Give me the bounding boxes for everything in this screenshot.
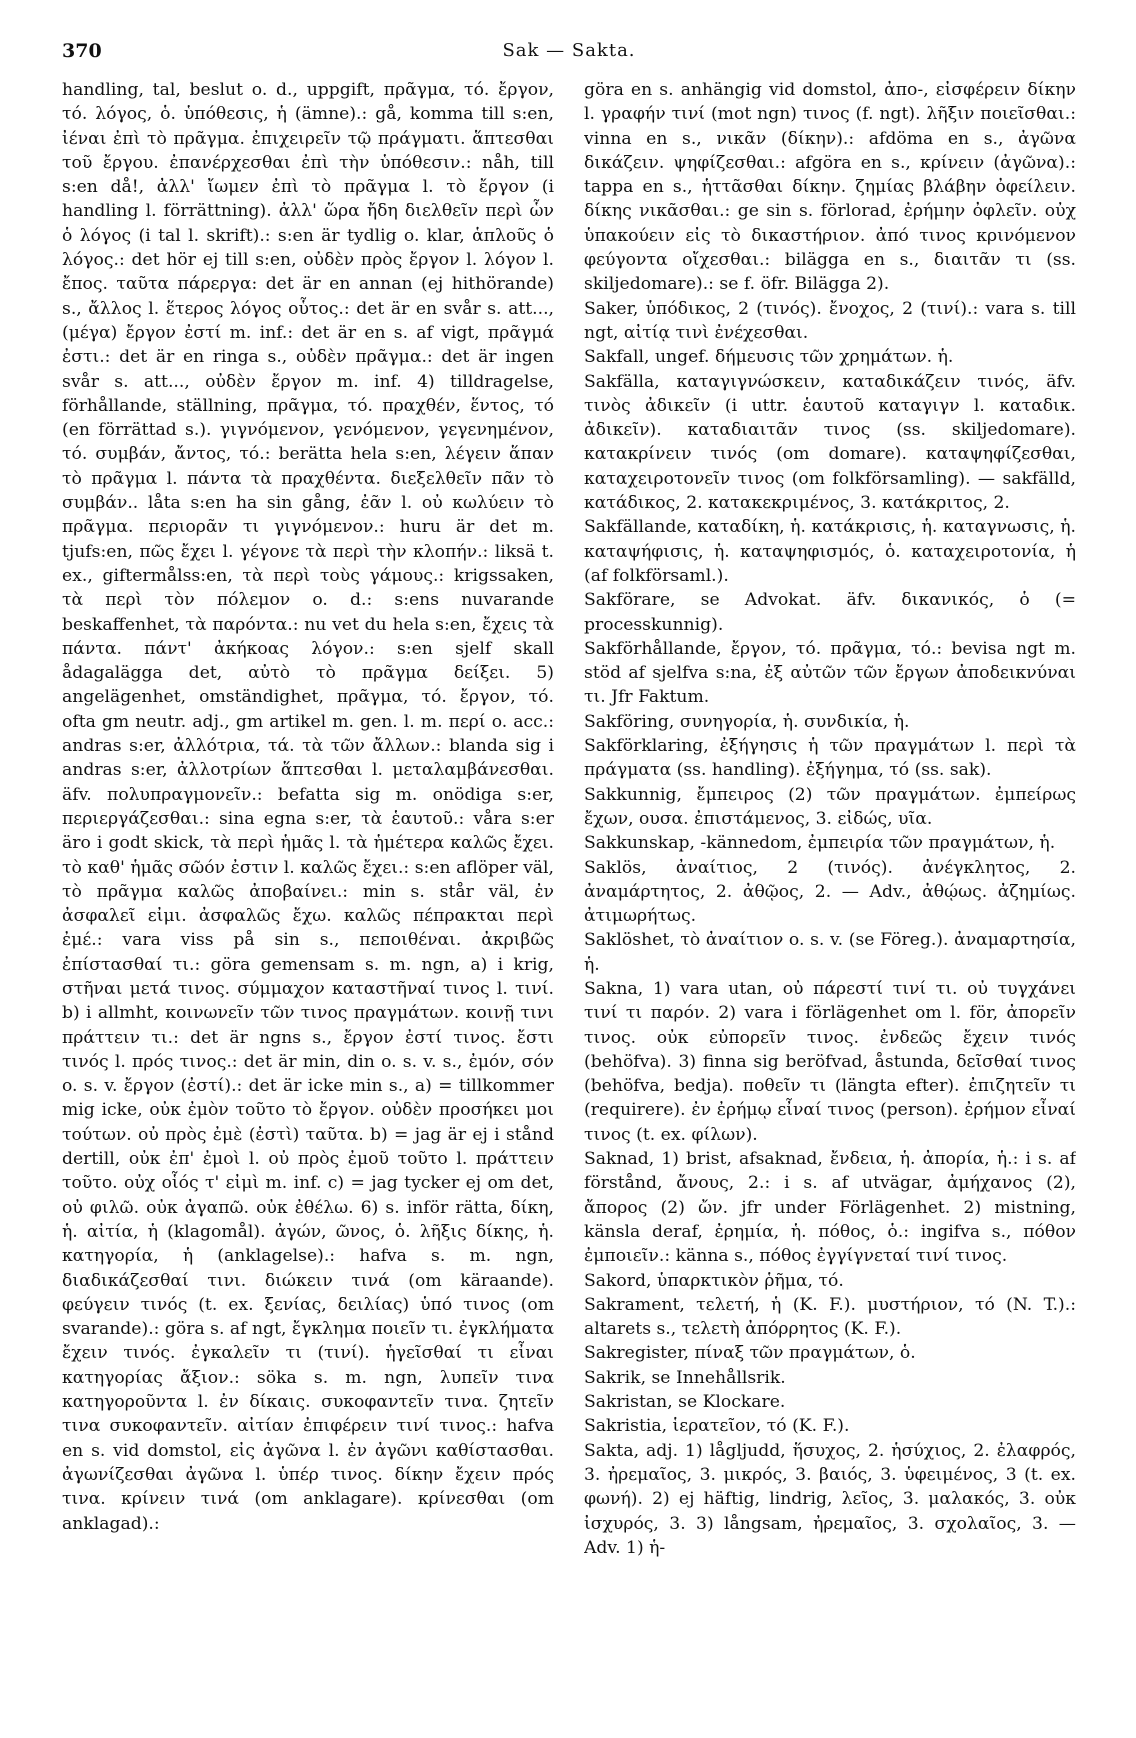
left-column <box>62 78 554 1708</box>
right-column <box>584 78 1076 1708</box>
right-column-entry: Sakkunnig, ἔμπειρος (2) τῶν πραγμάτων. ἐμπείρως ἔχων, ουσα. ἐπιστάμενος, 3. εἰδώς, υῖα. <box>584 784 1076 829</box>
right-column-entry: Sakord, ὑπαρκτικὸν ῥῆμα, τό. <box>584 1270 844 1291</box>
page-number: 370 <box>62 40 102 62</box>
right-column-entry: Sakristia, ἱερατεῖον, τό (K. F.). <box>584 1416 850 1437</box>
running-head: Sak — Sakta. <box>502 40 636 61</box>
right-column-entry: Sakta, adj. 1) lågljudd, ἥσυχος, 2. ἡσύχιος, 2. ἐλαφρός, 3. ἠρεμαῖος, 3. μικρός, 3. βαιός, 3. ὑφειμένος, 3 (t. ex. φωνή). 2) ej häftig, lindrig, λεῖος, 3. μαλακός, 3. οὐκ ἰσχυρός, 3. 3) långsam, ἠρεμαῖος, 3. σχολαῖος, 3. — Adv. 1) ἡ- <box>584 1440 1076 1558</box>
right-column-entry: göra en s. anhängig vid domstol, ἀπο-, εἰσφέρειν δίκην l. γραφήν τινί (mot ngn) τινος (f. ngt). λῆξιν ποιεῖσθαι.: vinna en s., νικᾶν (δίκην).: afdöma en s., ἀγῶνα δικάζειν. ψηφίζεσθαι.: afgöra en s., κρίνειν (ἀγῶνα).: tappa en s., ἡττᾶσθαι δίκην. ζημίας βλάβην ὀφείλειν. δίκης νικᾶσθαι.: ge sin s. förlorad, ἐρήμην ὀφλεῖν. οὐχ ὑπακούειν εἰς τὸ δικαστήριον. ἀπό τινος κρινόμενον φεύγοντα οἴχεσθαι.: bilägga en s., διαιτᾶν τι (ss. skiljedomare).: se f. öfr. Bilägga 2). <box>584 80 1076 295</box>
right-column-entry: Sakkunskap, -kännedom, ἐμπειρία τῶν πραγμάτων, ἡ. <box>584 833 1056 854</box>
right-column-entry: Sakna, 1) vara utan, οὐ πάρεστί τινί τι. οὐ τυγχάνει τινί τι παρόν. 2) vara i förlägenhet om l. för, ἀπορεῖν τινος. οὐκ εὐπορεῖν τινος. ἐνδεῶς ἔχειν τινός (behöfva). 3) finna sig beröfvad, åstunda, δεῖσθαί τινος (behöfva, bedja). ποθεῖν τι (längta efter). ἐπιζητεῖν τι (requirere). ἐν ἐρήμῳ εἶναί τινος (person). ἐρήμον εἶναί τινος (t. ex. φίλων). <box>584 978 1076 1145</box>
right-column-entry: Saker, ὑπόδικος, 2 (τινός). ἔνοχος, 2 (τινί).: vara s. till ngt, αἰτίᾳ τινὶ ἐνέχεσθαι. <box>584 298 1076 343</box>
right-column-entry: Sakföring, συνηγορία, ἡ. συνδικία, ἡ. <box>584 711 910 732</box>
right-column-entry: Sakristan, se Klockare. <box>584 1392 786 1413</box>
right-column-entry: Saknad, 1) brist, afsaknad, ἔνδεια, ἡ. ἀπορία, ἡ.: i s. af förstånd, ἄνους, 2.: i s. af utvägar, ἀμήχανος (2), ἄπορος (2) ὤν. jfr under Förlägenhet. 2) mistning, känsla deraf, ἐρημία, ἡ. πόθος, ὁ.: ingifva s., πόθον ἐμποιεῖν.: känna s., πόθος ἐγγίγνεταί τινί τινος. <box>584 1149 1076 1267</box>
right-column-entry: Sakförhållande, ἔργον, τό. πρᾶγμα, τό.: bevisa ngt m. stöd af sjelfva s:na, ἐξ αὐτῶν τῶν ἔργων ἀποδεικνύναι τι. Jfr Faktum. <box>584 638 1076 708</box>
right-column-entry: Sakförare, se Advokat. äfv. δικανικός, ὁ (= processkunnig). <box>584 590 1076 635</box>
left-column-entry: handling, tal, beslut o. d., uppgift, πρᾶγμα, τό. ἔργον, τό. λόγος, ὁ. ὑπόθεσις, ἡ (ämne).: gå, komma till s:en, ἰέναι ἐπὶ τὸ πρᾶγμα. ἐπιχειρεῖν τῷ πράγματι. ἅπτεσθαι τοῦ ἔργου. ἐπανέρχεσθαι ἐπὶ τὴν ὑπόθεσιν.: nåh, till s:en då!, ἀλλ' ἴωμεν ἐπὶ τὸ πρᾶγμα l. τὸ ἔργον (i handling l. förrättning). ἀλλ' ὥρα ἤδη διελθεῖν περὶ ὧν ὁ λόγος (i tal l. skrift).: s:en är tydlig o. klar, ἁπλοῦς ὁ λόγος.: det hör ej till s:en, οὐδὲν πρὸς ἔργον l. λόγον l. ἔπος. ταῦτα πάρεργα: det är en annan (ej hithörande) s., ἄλλος l. ἕτερος λόγος οὗτος.: det är en svår s. att..., (μέγα) ἔργον ἐστί m. inf.: det är en s. af vigt, πρᾶγμά ἐστι.: det är en ringa s., οὐδὲν πρᾶγμα.: det är ingen svår s. att..., οὐδὲν ἔργον m. inf. 4) tilldragelse, förhållande, ställning, πρᾶγμα, τό. πραχθέν, ἕντος, τό (en förrättad s.). γιγνόμενον, γενόμενον, γεγενημένον, τό. συμβάν, ἄντος, τό.: berätta hela s:en, λέγειν ἅπαν τὸ πρᾶγμα l. πάντα τὰ πραχθέντα. διεξελθεῖν πᾶν τὸ συμβάν.. låta s:en ha sin gång, ἐᾶν l. οὐ κωλύειν τὸ πρᾶγμα. περιορᾶν τι γιγνόμενον.: huru är det m. tjufs:en, πῶς ἔχει l. γέγονε τὰ περὶ τὴν κλοπήν.: liksä t. ex., giftermålss:en, τὰ περὶ τοὺς γάμους.: krigssaken, τὰ περὶ τὸν πόλεμον o. d.: s:ens nuvarande beskaffenhet, τὰ παρόντα.: nu vet du hela s:en, ἔχεις τὰ πάντα. πάντ' ἀκήκοας λόγον.: s:en sjelf skall ådagalägga det, αὐτὸ τὸ πρᾶγμα δείξει. 5) angelägenhet, omständighet, πρᾶγμα, τό. ἔργον, τό. ofta gm neutr. adj., gm artikel m. gen. l. m. περί o. acc.: andras s:er, ἀλλότρια, τά. τὰ τῶν ἄλλων.: blanda sig i andras s:er, ἀλλοτρίων ἅπτεσθαι l. μεταλαμβάνεσθαι. äfv. πολυπραγμονεῖν.: befatta sig m. onödiga s:er, περιεργάζεσθαι.: sina egna s:er, τὰ ἑαυτοῦ.: våra s:er äro i godt skick, τὰ περὶ ἡμᾶς l. τὰ ἡμέτερα καλῶς ἔχει. τὸ καθ' ἡμᾶς σῶόν ἐστιν l. καλῶς ἔχει.: s:en aflöper väl, τὸ πρᾶγμα καλῶς ἀποβαίνει.: min s. står väl, ἐν ἀσφαλεῖ εἰμι. ἀσφαλῶς ἔχω. καλῶς πέπρακται περὶ ἐμέ.: vara viss på sin s., πεποιθέναι. ἀκριβῶς ἐπίστασθαί τι.: göra gemensam s. m. ngn, a) i krig, στῆναι μετά τινος. σύμμαχον καταστῆναί τινος l. τινί. b) i allmht, κοινωνεῖν τῶν τινος πραγμάτων. κοινῇ τινι πράττειν τι.: det är ngns s., ἔργον ἐστί τινος. ἔστι τινός l. πρός τινος.: det är min, din o. s. v. s., ἐμόν, σόν o. s. v. ἔργον (ἐστί).: det är icke min s., a) = tillkommer mig icke, οὐκ ἐμὸν τοῦτο τὸ ἔργον. οὐδὲν προσήκει μοι τούτων. οὐ πρὸς ἐμὲ (ἐστὶ) ταῦτα. b) = jag är ej i stånd dertill, οὐκ ἐπ' ἐμοὶ l. οὐ πρὸς ἐμοῦ τοῦτο l. πράττειν τοῦτο. οὐχ οἷός τ' εἰμὶ m. inf. c) = jag tycker ej om det, οὐ φιλῶ. οὐκ ἀγαπῶ. οὐκ ἐθέλω. 6) s. inför rätta, δίκη, ἡ. αἰτία, ἡ (klagomål). ἀγών, ῶνος, ὁ. λῆξις δίκης, ἡ. κατηγορία, ἡ (anklagelse).: hafva s. m. ngn, διαδικάζεσθαί τινι. διώκειν τινά (om käraande). φεύγειν τινός (t. ex. ξενίας, δειλίας) ὑπό τινος (om svarande).: göra s. af ngt, ἔγκλημα ποιεῖν τι. ἐγκλήματα ἔχειν τινός. ἐγκαλεῖν τι (τινί). ἡγεῖσθαί τι εἶναι κατηγορίας ἄξιον.: söka s. m. ngn, λυπεῖν τινα κατηγοροῦντα l. ἐν δίκαις. συκοφαντεῖν τινα. ζητεῖν τινα συκοφαντεῖν. αἰτίαν ἐπιφέρειν τινί τινος.: hafva en s. vid domstol, εἰς ἀγῶνα l. ἐν ἀγῶνι καθίστασθαι. ἀγωνίζεσθαι ἀγῶνα l. ὑπέρ τινος. δίκην ἔχειν πρός τινα. κρίνειν τινά (om anklagare). κρίνεσθαι (om anklagad).: <box>62 80 554 1534</box>
right-column-entry: Saklös, ἀναίτιος, 2 (τινός). ἀνέγκλητος, 2. ἀναμάρτητος, 2. ἀθῷος, 2. — Adv., ἀθῴως. ἀζημίως. ἀτιμωρήτως. <box>584 857 1076 927</box>
text-columns <box>62 78 1076 1708</box>
right-column-entry: Saklöshet, τὸ ἀναίτιον o. s. v. (se Föreg.). ἀναμαρτησία, ἡ. <box>584 930 1076 975</box>
right-column-entry: Sakregister, πίναξ τῶν πραγμάτων, ὁ. <box>584 1343 916 1364</box>
right-column-entry: Sakfällande, καταδίκη, ἡ. κατάκρισις, ἡ. καταγνωσις, ἡ. καταψήφισις, ἡ. καταψηφισμός, ὁ. καταχειροτονία, ἡ (af folkförsaml.). <box>584 517 1076 586</box>
right-column-entry: Sakrik, se Innehållsrik. <box>584 1367 786 1388</box>
right-column-entry: Sakfall, ungef. δήμευσις τῶν χρημάτων. ἡ. <box>584 347 954 368</box>
right-column-entry: Sakförklaring, ἐξήγησις ἡ τῶν πραγμάτων l. περὶ τὰ πράγματα (ss. handling). ἐξήγημα, τό (ss. sak). <box>584 736 1076 781</box>
right-column-entry: Sakfälla, καταγιγνώσκειν, καταδικάζειν τινός, äfv. τινὸς ἀδικεῖν (i uttr. ἑαυτοῦ καταγιγν l. καταδικ. ἀδικεῖν). καταδιαιτᾶν τινος (ss. skiljedomare). κατακρίνειν τινός (om domare). καταψηφίζεσθαι, καταχειροτονεῖν τινος (om folkförsamling). — sakfälld, κατάδικος, 2. κατακεκριμένος, 3. κατάκριτος, 2. <box>584 371 1076 514</box>
page-header <box>62 40 1076 70</box>
right-column-entry: Sakrament, τελετή, ἡ (K. F.). μυστήριον, τό (N. T.).: altarets s., τελετὴ ἀπόρρητος (K. F.). <box>584 1294 1076 1340</box>
